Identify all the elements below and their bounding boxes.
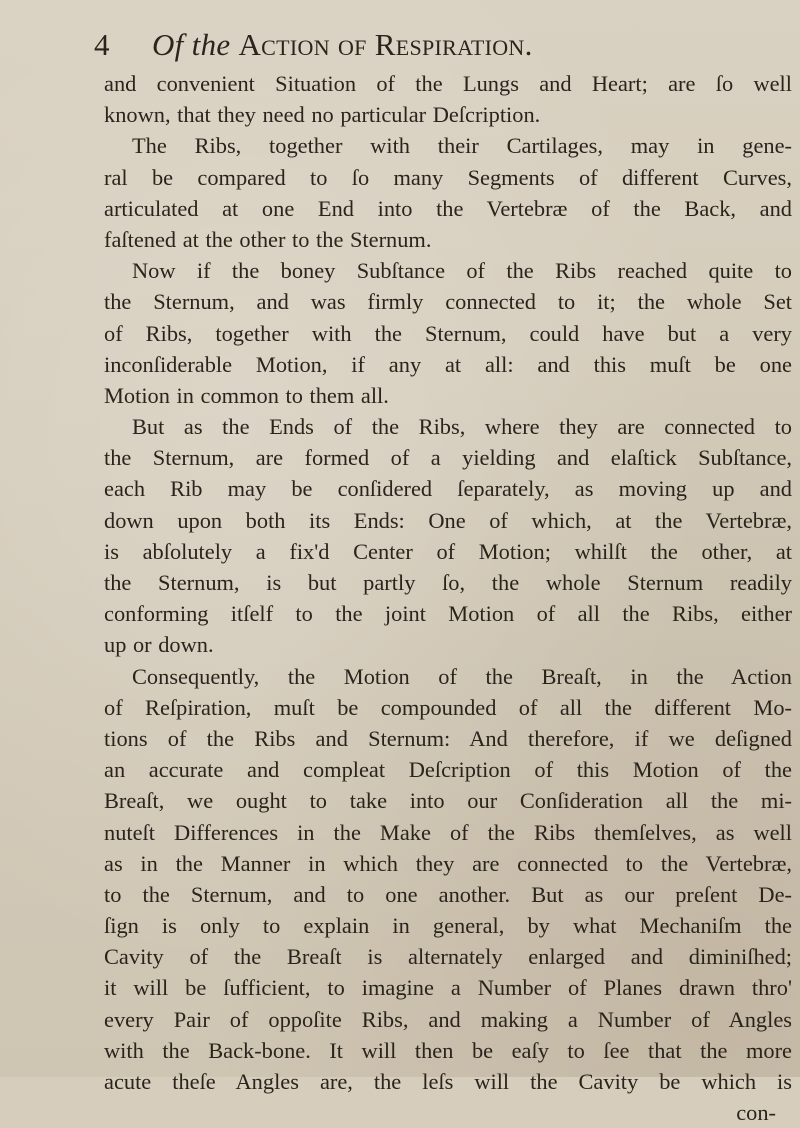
running-head-italic: Of the bbox=[152, 27, 231, 62]
text-line: Now if the boney Subſtance of the Ribs reached quite to bbox=[132, 258, 792, 284]
text-line: of Ribs, together with the Sternum, could have but a very bbox=[104, 320, 792, 346]
text-line: known, that they need no particular Deſcription. bbox=[104, 102, 541, 128]
text-line: of Reſpiration, muſt be compounded of all the different Mo- bbox=[104, 694, 792, 720]
text-line: as in the Manner in which they are connected to the Vertebræ, bbox=[104, 850, 792, 876]
running-head-title: Action of Respiration. bbox=[238, 27, 533, 62]
text-line: acute theſe Angles are, the leſs will the Cavity be which is bbox=[104, 1069, 792, 1094]
text-line: to the Sternum, and to one another. But as our preſent De- bbox=[104, 881, 792, 907]
page-number: 4 bbox=[94, 27, 110, 62]
text-line: Consequently, the Motion of the Breaſt, in the Action bbox=[132, 663, 792, 689]
text-line: Cavity of the Breaſt is alternately enlarged and diminiſhed; bbox=[104, 944, 792, 970]
page-text bbox=[94, 22, 792, 1128]
text-line: ral be compared to ſo many Segments of different Curves, bbox=[104, 164, 792, 190]
text-line: Motion in common to them all. bbox=[104, 382, 389, 408]
text-line: Breaſt, we ought to take into our Conſideration all the mi- bbox=[104, 788, 792, 814]
text-line: up or down. bbox=[104, 632, 214, 658]
text-line: is abſolutely a fix'd Center of Motion; whilſt the other, at bbox=[104, 538, 792, 564]
text-line: articulated at one End into the Vertebræ of the Back, and bbox=[104, 195, 792, 221]
text-line: an accurate and compleat Deſcription of this Motion of the bbox=[104, 757, 792, 783]
text-line: with the Back-bone. It will then be eaſy to ſee that the more bbox=[104, 1037, 792, 1063]
catchword: con- bbox=[736, 1100, 776, 1126]
text-line: But as the Ends of the Ribs, where they are connected to bbox=[132, 414, 792, 440]
text-line: tions of the Ribs and Sternum: And therefore, if we deſigned bbox=[104, 725, 792, 751]
text-line: The Ribs, together with their Cartilages, may in gene- bbox=[132, 133, 792, 159]
text-line: the Sternum, is but partly ſo, the whole Sternum readily bbox=[104, 570, 792, 595]
text-line: ſign is only to explain in general, by what Mechaniſm the bbox=[104, 913, 792, 939]
text-line: faſtened at the other to the Sternum. bbox=[104, 226, 432, 252]
text-line: the Sternum, are formed of a yielding and elaſtick Subſtance, bbox=[104, 445, 792, 471]
text-line: down upon both its Ends: One of which, at the Vertebræ, bbox=[104, 507, 792, 533]
text-line: every Pair of oppoſite Ribs, and making a Number of Angles bbox=[104, 1006, 792, 1032]
text-line: and convenient Situation of the Lungs and Heart; are ſo well bbox=[104, 71, 792, 96]
text-line: the Sternum, and was firmly connected to it; the whole Set bbox=[104, 289, 792, 315]
text-line: nuteſt Differences in the Make of the Ribs themſelves, as well bbox=[104, 819, 792, 845]
text-line: each Rib may be conſidered ſeparately, as moving up and bbox=[104, 476, 792, 502]
text-line: inconſiderable Motion, if any at all: and this muſt be one bbox=[104, 351, 792, 377]
text-line: it will be ſufficient, to imagine a Number of Planes drawn thro' bbox=[104, 975, 792, 1001]
running-head bbox=[94, 22, 792, 68]
text-line: conforming itſelf to the joint Motion of all the Ribs, either bbox=[104, 601, 792, 627]
